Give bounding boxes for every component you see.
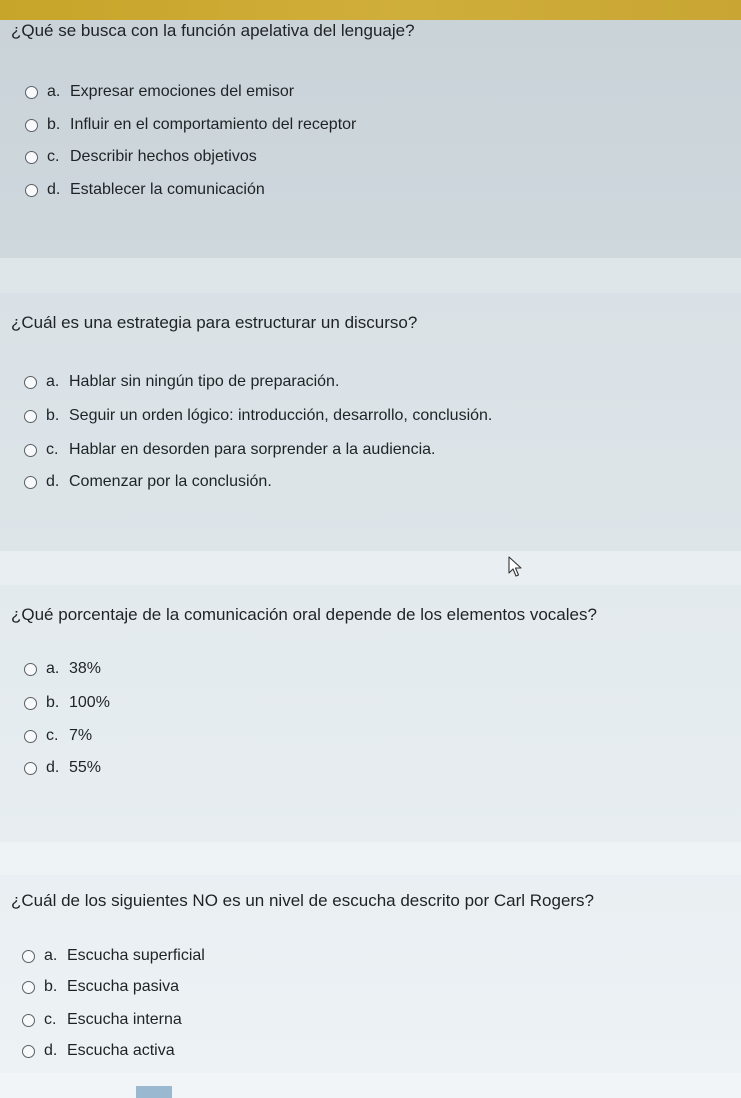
question-text: ¿Qué se busca con la función apelativa del lenguaje? (11, 21, 415, 40)
option-label: Escucha pasiva (67, 978, 180, 995)
option-label: Escucha superficial (67, 947, 205, 964)
option-label: 38% (69, 660, 102, 677)
option-4a[interactable] (22, 945, 205, 967)
radio-button[interactable] (24, 476, 37, 489)
question-text: ¿Cuál de los siguientes NO es un nivel de escucha descrito por Carl Rogers? (11, 891, 595, 910)
option-label: 7% (69, 727, 93, 744)
option-label: Seguir un orden lógico: introducción, desarrollo, conclusión. (69, 407, 493, 424)
partial-element (136, 1086, 172, 1098)
option-letter: a. (46, 373, 60, 390)
option-label: Escucha interna (67, 1011, 182, 1028)
option-letter: a. (47, 83, 61, 100)
option-letter: b. (46, 407, 60, 424)
option-label: Escucha activa (67, 1042, 175, 1059)
option-letter: b. (44, 978, 58, 995)
question-separator (0, 551, 741, 585)
page-bottom-area (0, 1073, 741, 1098)
option-4d[interactable] (22, 1040, 175, 1062)
top-header-strip (0, 0, 741, 20)
option-label: Describir hechos objetivos (70, 148, 257, 165)
radio-button[interactable] (24, 730, 37, 743)
option-letter: d. (46, 473, 60, 490)
question-text: ¿Cuál es una estrategia para estructurar un discurso? (11, 313, 418, 332)
option-letter: d. (44, 1042, 58, 1059)
question-card-2 (0, 293, 741, 551)
question-card-4 (0, 875, 741, 1073)
option-2c[interactable] (24, 439, 435, 461)
option-3b[interactable] (24, 692, 110, 714)
option-letter: d. (46, 759, 60, 776)
option-letter: a. (46, 660, 60, 677)
question-card-3 (0, 585, 741, 842)
radio-button[interactable] (25, 184, 38, 197)
radio-button[interactable] (22, 1014, 35, 1027)
question-card-1 (0, 20, 741, 258)
option-2d[interactable] (24, 471, 272, 493)
mouse-pointer-icon (508, 556, 524, 578)
radio-button[interactable] (24, 663, 37, 676)
option-4b[interactable] (22, 976, 179, 998)
option-1d[interactable] (25, 179, 265, 201)
radio-button[interactable] (22, 1045, 35, 1058)
radio-button[interactable] (25, 119, 38, 132)
option-3d[interactable] (24, 757, 101, 779)
radio-button[interactable] (24, 697, 37, 710)
radio-button[interactable] (25, 151, 38, 164)
option-letter: a. (44, 947, 58, 964)
option-letter: b. (46, 694, 60, 711)
option-1a[interactable] (25, 81, 294, 103)
option-letter: c. (46, 441, 59, 458)
option-letter: d. (47, 181, 61, 198)
radio-button[interactable] (24, 376, 37, 389)
radio-button[interactable] (22, 981, 35, 994)
option-label: Comenzar por la conclusión. (69, 473, 272, 490)
option-label: Hablar sin ningún tipo de preparación. (69, 373, 340, 390)
option-label: 55% (69, 759, 102, 776)
option-3a[interactable] (24, 658, 101, 680)
option-label: Expresar emociones del emisor (70, 83, 295, 100)
option-label: 100% (69, 694, 110, 711)
radio-button[interactable] (22, 950, 35, 963)
option-label: Hablar en desorden para sorprender a la audiencia. (69, 441, 436, 458)
option-label: Influir en el comportamiento del receptor (70, 116, 357, 133)
question-separator (0, 842, 741, 875)
radio-button[interactable] (24, 410, 37, 423)
option-1c[interactable] (25, 146, 257, 168)
radio-button[interactable] (25, 86, 38, 99)
option-1b[interactable] (25, 114, 356, 136)
radio-button[interactable] (24, 444, 37, 457)
option-letter: b. (47, 116, 61, 133)
option-2b[interactable] (24, 405, 492, 427)
question-separator (0, 258, 741, 293)
question-text: ¿Qué porcentaje de la comunicación oral depende de los elementos vocales? (11, 605, 597, 624)
option-letter: c. (46, 727, 59, 744)
option-label: Establecer la comunicación (70, 181, 265, 198)
option-2a[interactable] (24, 371, 339, 393)
option-letter: c. (44, 1011, 57, 1028)
option-3c[interactable] (24, 725, 92, 747)
radio-button[interactable] (24, 762, 37, 775)
option-letter: c. (47, 148, 60, 165)
option-4c[interactable] (22, 1009, 182, 1031)
